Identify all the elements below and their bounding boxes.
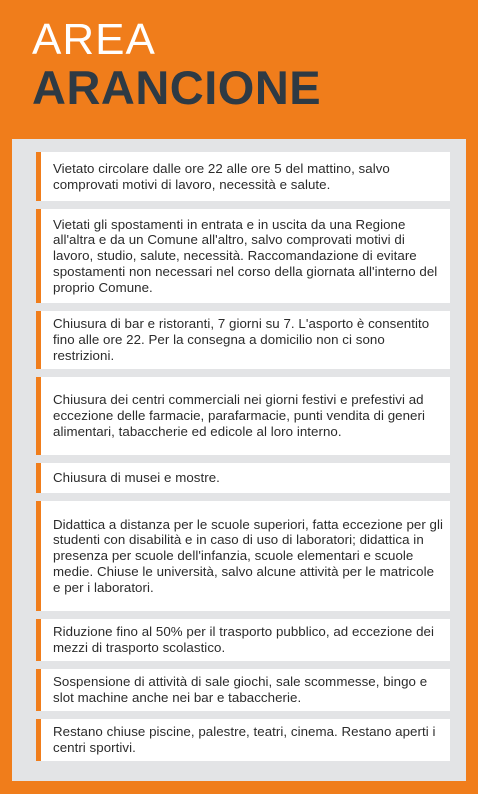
rule-card bbox=[36, 152, 450, 201]
rule-text: Vietato circolare dalle ore 22 alle ore 5 del mattino, salvo comprovati motivi di lavoro, necessità e salute. bbox=[53, 160, 390, 192]
rule-card bbox=[36, 377, 450, 455]
rule-text: Sospensione di attività di sale giochi, sale scommesse, bingo e slot machine anche nei bar e tabaccherie. bbox=[53, 674, 428, 705]
rule-card bbox=[36, 719, 450, 761]
title-area: AREA bbox=[32, 15, 156, 64]
rule-text: Vietati gli spostamenti in entrata e in uscita da una Regione all'altra e da un Comune all'altro, salvo comprovati motivi di lavoro, studio, salute, necessità. Raccomandazione di evitare spostamenti non necessari nel corso della giornata all'interno del proprio Comune. bbox=[53, 216, 438, 295]
rule-card bbox=[36, 209, 450, 303]
rule-text: Riduzione fino al 50% per il trasporto pubblico, ad eccezione dei mezzi di trasporto scolastico. bbox=[53, 624, 434, 655]
rule-text: Chiusura dei centri commerciali nei giorni festivi e prefestivi ad eccezione delle farmacie, parafarmacie, punti vendita di generi alimentari, tabaccherie ed edicole al loro interno. bbox=[53, 392, 425, 439]
rule-text: Didattica a distanza per le scuole superiori, fatta eccezione per gli studenti con disabilità e in caso di uso di laboratori; didattica in presenza per scuole dell'infanzia, scuole elementari e scuole medie. Chiuse le università, salvo alcune attività per le matricole e per i laboratori. bbox=[53, 516, 444, 595]
rules-panel bbox=[12, 139, 466, 781]
rule-card bbox=[36, 501, 450, 611]
header bbox=[32, 15, 322, 114]
rule-text: Chiusura di bar e ristoranti, 7 giorni su 7. L'asporto è consentito fino alle ore 22. Per la consegna a domicilio non ci sono restrizioni. bbox=[53, 316, 430, 363]
rule-card bbox=[36, 669, 450, 711]
rule-card bbox=[36, 311, 450, 369]
title-arancione: ARANCIONE bbox=[32, 61, 322, 114]
rule-text: Chiusura di musei e mostre. bbox=[53, 470, 220, 486]
rule-text: Restano chiuse piscine, palestre, teatri, cinema. Restano aperti i centri sportivi. bbox=[53, 724, 436, 755]
rules-list bbox=[36, 152, 450, 769]
rule-card bbox=[36, 463, 450, 493]
rule-card bbox=[36, 619, 450, 661]
